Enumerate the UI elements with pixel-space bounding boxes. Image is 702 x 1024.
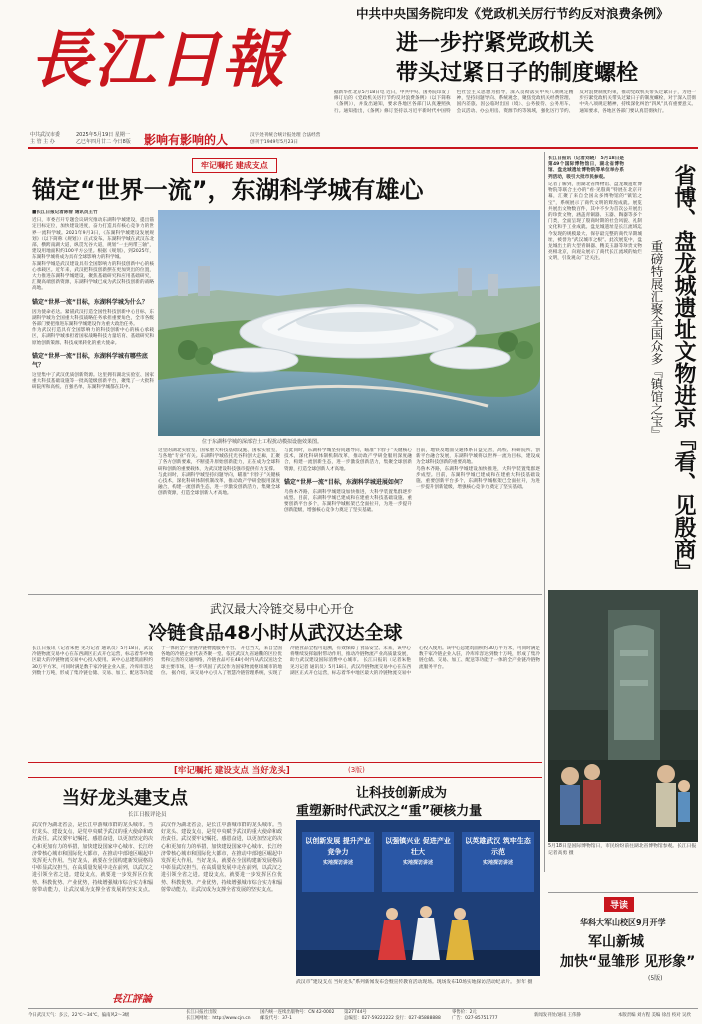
dragon-editorial xyxy=(28,780,286,1006)
tech-title-2: 重塑新时代武汉之“重”硬核力量 xyxy=(296,804,483,819)
masthead xyxy=(0,0,702,158)
dragon-footer-brand: 長江評論 xyxy=(112,994,152,1005)
right-column-rule xyxy=(544,152,545,872)
top-news-title-2: 带头过紧日子的制度螺栓 xyxy=(396,61,639,86)
museum-title-big: 省博、盘龙城遗址文物进京『看、见殷商』 xyxy=(671,164,696,582)
lead-para-3: 因为使命必达。紧锚武汉打造全国性科技创新中心目标，东湖科学城为全国重大科技战略任务承担重要角色，全市各级各部门要把推进东湖科学城建设作为重大政治任务。 xyxy=(32,309,154,328)
lead-subhead-2: 锚定“世界一流”目标，东湖科学城有哪些底气？ xyxy=(32,352,148,369)
lead-column-4 xyxy=(416,448,540,588)
guide-page-ref: (5版) xyxy=(648,975,663,982)
masthead-info-left: 中共武汉市委 主 管 主 办 xyxy=(30,132,61,145)
dragon-body: 武汉作为湖北省会，是长江中游城市群的龙头城市。当好龙头、建设支点，是党中央赋予武汉的重大使命和政治责任。武汉要牢记嘱托、感恩奋进，以更加坚定的决心和更加有力的举措，加快建设国家中心城市、长江经济带核心城市和国际化大都市，在推动中部地区崛起中发挥更大作用。当好龙头，就要在全国构建新发展格局中彰显武汉担当，在高质量发展中走在前列，以武汉之进引领全省之进。建设支点，就要进一步发挥区位优势、科教优势、产业优势，持续增强城市综合实力和辐射带动能力，让武汉成为支撑全省发展的坚实支点。 武汉作为湖北省会，是长江中游城市群的龙头城市。当好龙头、建设支点，是党中央赋予武汉的重大使命和政治责任。武汉要牢记嘱托、感恩奋进，以更加坚定的决心和更加有力的举措，加快建设国家中心城市、长江经济带核心城市和国际化大都市，在推动中部地区崛起中发挥更大作用。当好龙头，就要在全国构建新发展格局中彰显武汉担当，在高质量发展中走在前列，以武汉之进引领全省之进。建设支点，就要进一步发挥区位优势、科教优势、产业优势，持续增强城市综合实力和辐射带动能力，让武汉成为支撑全省发展的坚实支点。 xyxy=(32,822,282,893)
footer-publisher: 长江日报社出版 长江网网址：http://www.cjn.cn xyxy=(186,1010,251,1021)
footer-issn: 国内统一连续出版物号：CN 42-0002 邮发代号：37-1 xyxy=(260,1010,335,1021)
lead-para-9: 目前，地铁及地面交通体系日益完善，高校、科研院所、创新平台融合发展，东湖科学城将以世界一流为目标，建设成为全球科技创新的重要高地。 xyxy=(416,448,540,466)
lead-subhead-1: 锚定“世界一流”目标，东湖科学城为什么？ xyxy=(32,298,148,306)
masthead-info-right: 汉字处刊统合统计报处理 合法经营 创刊于1949年5月23日 xyxy=(250,133,321,145)
tech-story xyxy=(292,780,542,1006)
section-band xyxy=(28,762,542,778)
tech-caption: 武汉市“建设支点 当好龙头”系列新闻发布会暨宣传教育活动现场。现场发布10场实地探访活动纪录片。 彭年 摄 xyxy=(296,980,533,985)
lead-para-5: 这里集中了武汉优质创新资源。这里拥有湖北实验室、国家重大科技基础设施等一批高能级创新平台，聚集了一大批科研院所和高校。百强名单，东湖科学城都在其中。 xyxy=(32,372,154,391)
guide-title-2[interactable]: 加快“显雏形 见形象” xyxy=(560,954,696,970)
cold-chain-rule xyxy=(28,594,542,595)
lead-title: 锚定“世界一流”，东湖科学城有雄心 xyxy=(32,176,424,204)
lead-subhead-3: 锚定“世界一流”目标，东湖科学城进展如何？ xyxy=(284,478,406,486)
cold-chain-body: 长江日报讯（记者朱艳 见习记者 通讯员）5月18日，武汉冷链物流交易中心在东西湖区正式开仓运营，标志着华中地区最大的冷链物流交易中心投入使用。该中心总建筑面积约30万平方米，可同时满足数千家冷链企业入驻，冷库库容达到数十万吨，形成了集冷链仓储、交易、加工、配送等功能于一体的全产业链冷链物流服务平台。 开仓当天，来自全国各地的冷链企业代表齐聚一堂。依托武汉九省通衢的区位优势和完善的交通网络，冷链食品可在48小时内从武汉送达全球主要市场，进一步巩固了武汉作为国家物流枢纽城市的地位。 据介绍，该交易中心引入了智慧冷链管理系统，实现了冷链食品全程可追溯，有效保障了食品安全。未来，该中心将继续发挥辐射带动作用，推动冷链物流产业高质量发展，助力武汉建设国际消费中心城市。 长江日报讯（记者朱艳 见习记者 通讯员）5月18日，武汉冷链物流交易中心在东西湖区正式开仓运营，标志着华中地区最大的冷链物流交易中心投入使用。该中心总建筑面积约30万平方米，可同时满足数千家冷链企业入驻，冷库库容达到数十万吨，形成了集冷链仓储、交易、加工、配送等功能于一体的全产业链冷链物流服务平台。 xyxy=(32,646,540,676)
tech-screen-1: 以创新发展 提升产业竞争力 实地探访讲述 xyxy=(302,832,374,892)
cold-chain-kicker: 武汉最大冷链交易中心开仓 xyxy=(210,602,355,616)
footer-weather: 今日武汉天气：多云，22℃～34℃，偏南风2～3级 xyxy=(28,1013,130,1018)
band-page-ref: (3版) xyxy=(348,766,365,774)
dragon-title: 当好龙头建支点 xyxy=(62,788,188,809)
tech-screen-2: 以强镇兴业 促进产业壮大 实地探访讲述 xyxy=(382,832,454,892)
lead-column-3 xyxy=(284,448,412,588)
lead-para-7b: 与此同时，东湖科学城坚持问题导向，瞄准“卡脖子”关键核心技术，深化科研体制机制改革，推动政产学研金服用深度融合，构建一流创新生态，进一步激发创新活力，集聚全球创新资源，打造全球创新人才高地。 xyxy=(284,448,412,472)
stage-performers xyxy=(296,900,540,976)
guide-title-1[interactable]: 军山新城 xyxy=(588,934,644,950)
top-news-title-1: 进一步拧紧党政机关 xyxy=(396,31,595,56)
science-city-photo xyxy=(158,210,540,436)
museum-byline: 长江日报讯（记者刘晓） 5月18日是第49个国际博物馆日，湖北省博物馆、盘龙城遗址博物院等单位举办系列活动，吸引大批市民参观。 xyxy=(548,156,624,180)
lead-tag: 牢记嘱托 建成支点 xyxy=(192,158,277,173)
lead-para-1: 近日，市委召开专题会议研究推动东湖科学城建设，提出锚定目标定位，加快建设进度，奋力打造具有核心竞争力的世界一流科学城。2021年9月3日，《东湖科学城建设发展规划》（以下简称《规划》）正式发布。东湖科学城在武汉东北部，横跨南湖大道，纵贯光谷大道，规划“一主两带三轴”，建设用地面积约100平方公里。根据《规划》，到2025年，东湖科学城将成为具有全球影响力的科学城。 xyxy=(32,218,154,261)
museum-story xyxy=(548,156,698,872)
lead-byline: ■长江日报记者陈智 通讯员王竹 xyxy=(32,210,98,215)
lead-para-6: 这里的湖北实验室、国家重大科技基础设施、国家实验室，与各地“专业”有关。东湖科学城依托光谷科创大走廊，汇聚了各方创新要素，不断提升原始创新能力，正在成为全球科研和创新的重要载体，为武汉建设科技强市提供有力支撑。 xyxy=(158,448,280,472)
masthead-rule xyxy=(28,147,698,149)
band-tag: [牢记嘱托 建设支点 当好龙头] xyxy=(174,766,290,776)
footer-number: 第27744号 总编室：027-59222222 发行：027-85888888 xyxy=(344,1010,441,1021)
science-city-illustration xyxy=(158,210,540,436)
tech-photo xyxy=(296,820,540,976)
lead-para-7: 与此同时，东湖科学城坚持问题导向，瞄准“卡脖子”关键核心技术，深化科研体制机制改革，推动政产学研金服用深度融合，构建一流创新生态，进一步激发创新活力，集聚全球创新资源，打造全球创新人才高地。 xyxy=(158,472,280,497)
photo-caption: 位于东湖科学城的深部岩土工程扰动模拟设施效果图。 xyxy=(202,439,323,445)
dragon-byline: 长江日报评论员 xyxy=(128,812,167,818)
lead-column-1 xyxy=(32,210,154,588)
lead-para-8: 乌鲁木齐路，东湖科学城建设加快推进，大科学装置集群逐步成型。目前，东湖科学城已建成和在建重大科技基础设施、重要创新平台多个，东湖科学城框架已全面拉开，为进一步提升创新能级，增强核心竞争力奠定了坚实基础。 xyxy=(284,489,412,514)
tech-screen-3: 以英雄武汉 筑牢生态示范 实地探访讲述 xyxy=(462,832,534,892)
footer-price: 零售价：2元 广告：027-85751777 xyxy=(452,1010,498,1021)
footer xyxy=(28,1010,698,1024)
cold-chain-title: 冷链食品48小时从武汉达全球 xyxy=(148,622,403,644)
masthead-slogan: 影响有影响的人 xyxy=(144,133,229,147)
guide-kicker: 华科大军山校区9月开学 xyxy=(580,918,666,927)
tech-title-1: 让科技创新成为 xyxy=(356,786,448,801)
museum-body: 记者了解到，由湖北省博物馆、盘龙城遗址博物院等联合主办的“看·见殷商”特展在北京开幕，汇聚了来自全国众多博物馆的“镇馆之宝”，系统展示了商代文明的辉煌成就。展览共展出文物数百件，其中不少为首次公开展出的珍贵文物，涵盖青铜器、玉器、陶器等多个门类，全面呈现了殷商时期的社会风貌、礼制文化和手工业成就。盘龙城遗址是长江流域迄今发现的规模最大、保存最完整的商代早期城址，被誉为“武汉城市之根”。此次展览中，盘龙城出土的大型青铜器、精美玉器等珍贵文物亮相北京，向观众展示了商代长江流域的灿烂文明，引发观众广泛关注。 xyxy=(548,182,642,262)
lead-para-8b: 乌鲁木齐路，东湖科学城建设加快推进，大科学装置集群逐步成型。目前，东湖科学城已建成和在建重大科技基础设施、重要创新平台多个，东湖科学城框架已全面拉开，为进一步提升创新能级，增强核心竞争力奠定了坚实基础。 xyxy=(416,466,540,491)
top-news-kicker: 中共中央国务院印发《党政机关厉行节约反对浪费条例》 xyxy=(356,6,669,21)
guide-box xyxy=(548,892,698,985)
footer-site: 新闻发刊处/通讯 王伟静 xyxy=(534,1013,581,1018)
lead-para-4: 作为武汉打造具有全国影响力的科技创新中心的核心承载区，东湖科学城承担着国家战略科技力量培育、基础研究和原始创新策源、科技成果转化的重大使命。 xyxy=(32,328,154,346)
museum-photo xyxy=(548,590,698,842)
footer-rule xyxy=(28,1008,698,1009)
museum-illustration xyxy=(548,590,698,842)
footer-editors: 本版责编 刘方程 美编 徐昌 校对 吴欣 xyxy=(618,1013,691,1018)
cold-chain-story xyxy=(28,598,542,758)
museum-caption: 5月18日是国际博物馆日，市民纷纷前往湖北省博物馆参观。长江日报记者高勇 摄 xyxy=(548,844,697,856)
lead-para-2: 东湖科学城是武汉建设具有全国影响力的科技创新中心的核心承载区。近年来，武汉把科技创新摆在更加突出的位置，大力推进东湖科学城建设，聚焦基础研究和应用基础研究，汇聚高端创新资源，东湖科学城已成为武汉科技创新的战略高地。 xyxy=(32,261,154,292)
lead-column-2 xyxy=(158,448,280,588)
masthead-date: 2025年5月19日 星期一 乙巳年四月廿二 今日8版 xyxy=(76,132,131,145)
museum-title-small: 重磅特展汇聚全国众多『镇馆之宝』 xyxy=(649,240,664,440)
masthead-logo: 長江日報 xyxy=(30,23,287,96)
lead-story xyxy=(28,152,542,590)
guide-label: 导读 xyxy=(604,897,634,912)
top-news-body: 据新华社北京5月18日电 近日，中共中央、国务院印发了修订后的《党政机关厉行节约反对浪费条例》（以下简称《条例》），并发出通知，要求各地区各部门认真遵照执行。通知指出，《条例》修订坚持以习近平新时代中国特色社会主义思想为指导，深入贯彻落实中央八项规定精神，坚持问题导向、系统观念，聚焦党政机关经费管理、国内差旅、因公临时出国（境）、公务接待、公务用车、会议活动、办公用房、资源节约等领域，强化厉行节约、反对浪费制度约束，推动党政机关带头过紧日子，为进一步拧紧党政机关带头过紧日子的制度螺栓，对于深入贯彻中央八项规定精神，持续深化纠治“四风”具有重要意义。通知要求，各地区各部门要认真贯彻执行。 xyxy=(334,90,696,114)
